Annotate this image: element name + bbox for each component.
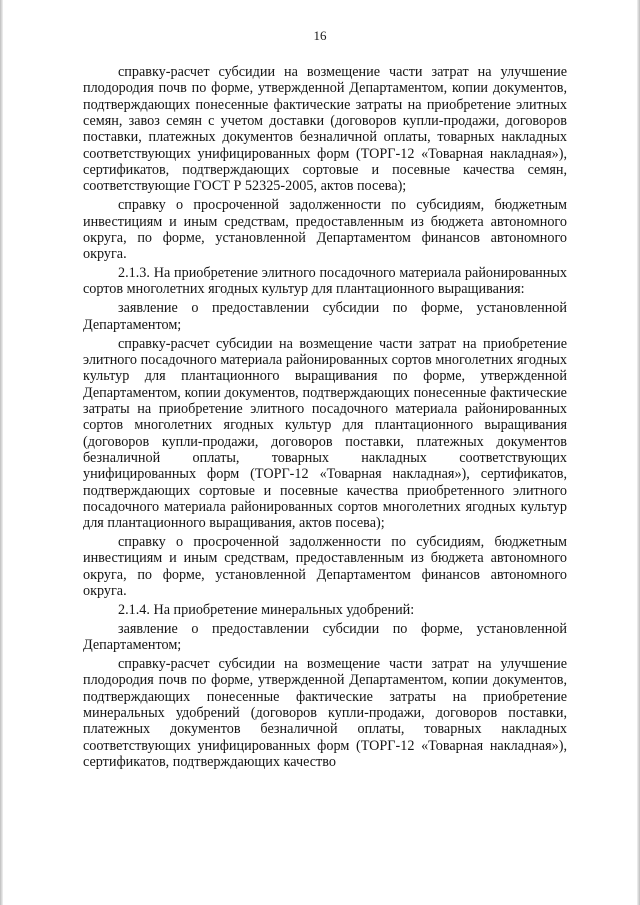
paragraph-application: заявление о предоставлении субсидии по форме, установленной Департаментом;: [83, 300, 567, 333]
paragraph-calculation-certificate-seeds: справку-расчет субсидии на возмещение части затрат на улучшение плодородия почв по форме, утвержденной Департаментом, копии документов, подтверждающих понесенные фактические затраты на приобретение элитных семян, завоз семян с учетом доставки (договоров купли-продажи, договоров поставки, платежных документов безналичной оплаты, товарных накладных соответствующих унифицированных форм (ТОРГ-12 «Товарная накладная»), сертификатов, подтверждающих сортовые и посевные качества семян, соответствующие ГОСТ Р 52325-2005, актов посева);: [83, 64, 567, 195]
paragraph-calculation-certificate-fertilizers: справку-расчет субсидии на возмещение части затрат на улучшение плодородия почв по форме, утвержденной Департаментом, копии документов, подтверждающих понесенные фактические затраты на приобретение минеральных удобрений (договоров купли-продажи, договоров поставки, платежных документов безналичной оплаты, товарных накладных соответствующих унифицированных форм (ТОРГ-12 «Товарная накладная»), сертификатов, подтверждающих качество: [83, 656, 567, 771]
page-number: 16: [313, 28, 327, 43]
paragraph-section-2-1-3: 2.1.3. На приобретение элитного посадочного материала районированных сортов многолетних ягодных культур для плантационного выращивания:: [83, 265, 567, 298]
document-body: [83, 64, 567, 773]
paragraph-application: заявление о предоставлении субсидии по форме, установленной Департаментом;: [83, 620, 567, 654]
paragraph-section-2-1-4: 2.1.4. На приобретение минеральных удобрений:: [118, 602, 415, 618]
paragraph-overdue-debt-certificate: справку о просроченной задолженности по субсидиям, бюджетным инвестициям и иным средствам, предоставленным из бюджета автономного округа, по форме, установленной Департаментом финансов автономного округа.: [83, 197, 567, 263]
paragraph-calculation-certificate-planting-material: справку-расчет субсидии на возмещение части затрат на приобретение элитного посадочного материала районированных сортов многолетних ягодных культур для плантационного выращивания по форме, утвержденной Департаментом, копии документов, подтверждающих понесенные фактические затраты на приобретение элитного посадочного материала районированных сортов многолетних ягодных культур для плантационного выращивания (договоров купли-продажи, договоров поставки, платежных документов безналичной оплаты, товарных накладных соответствующих унифицированных форм (ТОРГ-12 «Товарная накладная»), сертификатов, подтверждающих сортовые и посевные качества приобретенного элитного посадочного материала районированных сортов многолетних ягодных культур для плантационного выращивания, актов посева);: [83, 335, 567, 532]
page-edge-left: [0, 0, 3, 905]
paragraph-overdue-debt-certificate: справку о просроченной задолженности по субсидиям, бюджетным инвестициям и иным средствам, предоставленным из бюджета автономного округа, по форме, установленной Департаментом финансов автономного округа.: [83, 534, 567, 600]
